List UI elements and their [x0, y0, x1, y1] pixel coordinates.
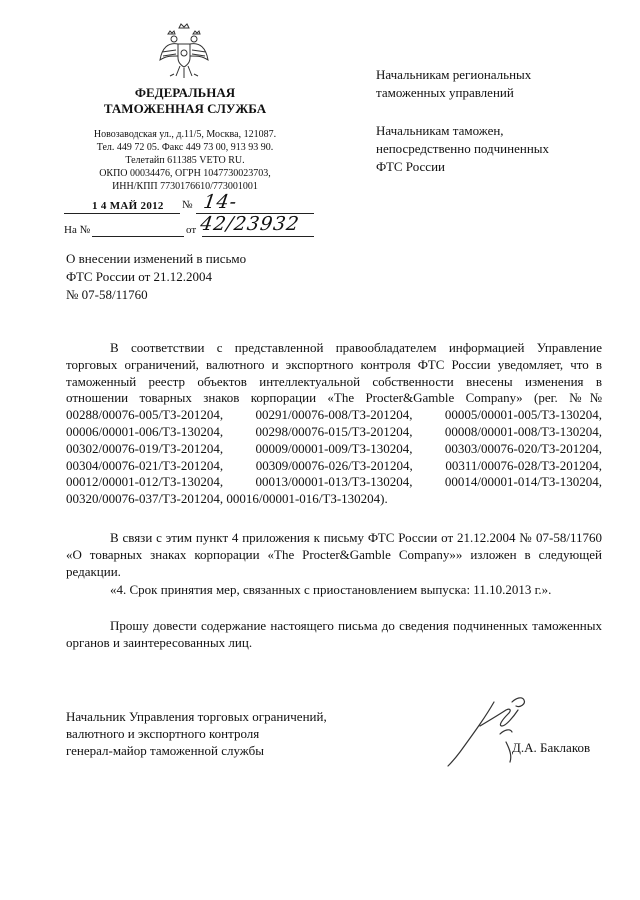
body-paragraph-registry-changes: В соответствии с представленной правообладателем информацией Управление торговых ограничений, валютного и экспортного контроля ФТС России уведомляет, что в таможенный реестр объектов интеллектуальной собственности внесены изменения в отношении товарных знаков корпорации «The Procter&Gamble Company» (рег. №№ 00288/00076-005/ТЗ-201204, 00291/00076-008/ТЗ-201204, 00005/00001-005/ТЗ-130204, 00006/00001-006/ТЗ-130204, 00298/00076-015/ТЗ-201204, 00008/00001-008/ТЗ-130204, 00302/00076-019/ТЗ-201204, 00009/00001-009/ТЗ-130204, 00303/00076-020/ТЗ-201204, 00304/00076-021/ТЗ-201204, 00309/00076-026/ТЗ-201204, 00311/00076-028/ТЗ-201204, 00012/00001-012/ТЗ-130204, 00013/00001-013/ТЗ-130204, 00014/00001-014/ТЗ-130204, 00320/00076-037/ТЗ-201204, 00016/00001-016/ТЗ-130204). [66, 340, 602, 507]
number-label: № [182, 199, 193, 211]
reference-from-label: от [186, 224, 197, 236]
signatory-title-line: валютного и экспортного контроля [66, 726, 260, 741]
registration-date-stamp: 1 4 МАЙ 2012 [92, 200, 164, 212]
contact-details [70, 128, 300, 193]
subject-line: ФТС России от 21.12.2004 [66, 269, 213, 284]
addressee-line: Начальникам таможен, [376, 123, 504, 138]
body-paragraph-amendment: В связи с этим пункт 4 приложения к письму ФТС России от 21.12.2004 № 07-58/11760 «О товарных знаках корпорации «The Procter&Gamble Company»» изложен в следующей редакции. [66, 530, 602, 579]
addressee-customs-offices [376, 122, 626, 176]
reference-number-label: На № [64, 224, 91, 236]
signatory-title-line: Начальник Управления торговых ограничений, [66, 709, 327, 724]
registration-number-handwritten: 14-42/23932 [198, 191, 302, 235]
double-headed-eagle-emblem-icon [158, 22, 210, 80]
handwritten-signature-icon [440, 690, 550, 770]
subject-line: № 07-58/11760 [66, 287, 148, 302]
contact-okpo-ogrn: ОКПО 00034476, ОГРН 1047730023703, [99, 168, 271, 179]
contact-phone: Тел. 449 72 05. Факс 449 73 00, 913 93 90. [96, 142, 274, 153]
contact-address: Новозаводская ул., д.11/5, Москва, 121087. [93, 129, 277, 140]
reference-date-underline [202, 236, 314, 237]
body-paragraph-term: «4. Срок принятия мер, связанных с приостановлением выпуска: 11.10.2013 г.». [110, 582, 552, 597]
number-underline [196, 213, 314, 214]
addressee-line: непосредственно подчиненных [376, 141, 550, 156]
date-underline [64, 213, 180, 214]
addressee-line: Начальникам региональных [376, 67, 532, 82]
signatory-title [66, 708, 406, 759]
contact-inn-kpp: ИНН/КПП 7730176610/773001001 [112, 181, 258, 192]
reference-row [64, 222, 314, 242]
organization-name-line1: ФЕДЕРАЛЬНАЯ [134, 85, 236, 100]
addressee-line: ФТС России [376, 159, 445, 174]
addressee-line: таможенных управлений [376, 85, 514, 100]
reference-number-underline [92, 236, 184, 237]
signatory-title-line: генерал-майор таможенной службы [66, 743, 264, 758]
signatory-name: Д.А. Баклаков [512, 740, 591, 755]
contact-teletype: Телетайп 611385 VETO RU. [125, 155, 245, 166]
subject-line: О внесении изменений в письмо [66, 251, 247, 266]
addressee-regional-directorates [376, 66, 626, 102]
body-paragraph-request: Прошу довести содержание настоящего письма до сведения подчиненных таможенных органов и заинтересованных лиц. [66, 618, 602, 650]
letter-subject [66, 250, 326, 304]
organization-name-line2: ТАМОЖЕННАЯ СЛУЖБА [103, 101, 267, 116]
